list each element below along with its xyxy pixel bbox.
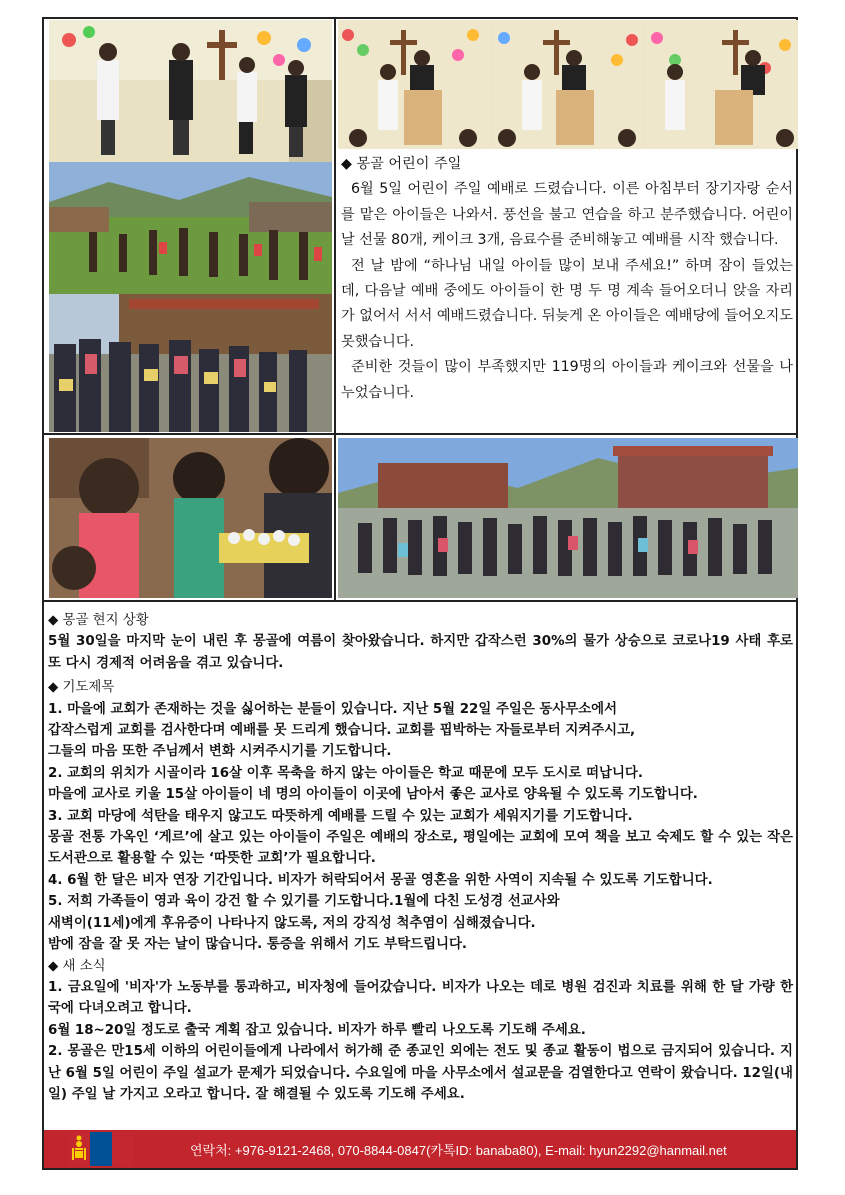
prayer-line: 몽골 전통 가옥인 ‘게르’에 살고 있는 아이들이 주일은 예배의 장소로, 평일에는 교회에 모여 책을 보고 숙제도 할 수 있는 작은 도서관으로 활용할 수 있는 ‘따뜻한 교회’가 필요합니다. — [48, 830, 793, 867]
photo-children-gifts — [49, 294, 332, 432]
divider — [334, 436, 336, 600]
news-line: 2. 몽골은 만15세 이하의 어린이들에게 나라에서 허가해 준 종교인 외에는 전도 및 종교 활동이 법으로 금지되어 있습니다. 지난 6월 5일 어린이 주일 설교가 문제가 되었습니다. 수요일에 마을 사무소에서 설교문을 검열한다고 연락이 왔습니다. 12일(내일) 주일 날 가지고 오라고 합니다. 잘 해결될 수 있도록 기도해 주세요. — [48, 1044, 793, 1102]
contact-info: 연락처: +976-9121-2468, 070-8844-0847(카톡ID: banaba80), E-mail: hyun2292@hanmail.net — [190, 1143, 727, 1158]
photo-children-line — [49, 162, 332, 294]
section-heading: ◆ 새 소식 — [48, 958, 106, 974]
photo-performance — [49, 20, 332, 162]
news-line: 1. 금요일에 '비자'가 노동부를 통과하고, 비자청에 들어갔습니다. 비자가 나오는 데로 병원 검진과 치료를 위해 한 달 가량 한국에 다녀오려고 합니다. — [48, 979, 793, 1017]
prayer-line: 1. 마을에 교회가 존재하는 것을 싫어하는 분들이 있습니다. 지난 5월 22일 주일은 동사무소에서 — [48, 701, 618, 717]
prayer-line: 새벽이(11세)에게 후유증이 나타나지 않도록, 저의 강직성 척추염이 심해졌습니다. — [48, 915, 536, 931]
divider — [42, 433, 798, 435]
photo-group — [338, 438, 798, 598]
news-sections — [48, 610, 793, 1105]
section-heading: ◆ 기도제목 — [48, 680, 115, 696]
prayer-line: 밤에 잠을 잘 못 자는 날이 많습니다. 통증을 위해서 기도 부탁드립니다. — [48, 937, 467, 953]
prayer-line: 3. 교회 마당에 석탄을 태우지 않고도 따뜻하게 예배를 드릴 수 있는 교회가 세워지기를 기도합니다. — [48, 808, 633, 824]
photo-pulpit — [338, 20, 798, 149]
prayer-line: 4. 6월 한 달은 비자 연장 기간입니다. 비자가 허락되어서 몽골 영혼을 위한 사역이 지속될 수 있도록 기도합니다. — [48, 872, 713, 888]
prayer-line: 2. 교회의 위치가 시골이라 16살 이후 목축을 하지 않는 아이들은 학교 때문에 모두 도시로 떠납니다. — [48, 765, 643, 781]
divider — [334, 17, 336, 436]
divider — [42, 600, 798, 602]
story-paragraph: 준비한 것들이 많이 부족했지만 119명의 아이들과 케이크와 선물을 나누었습니다. — [341, 359, 793, 401]
photo-gift-table — [49, 438, 332, 598]
section-heading: ◆ 몽골 어린이 주일 — [341, 156, 462, 172]
mongolia-flag-icon — [68, 1132, 134, 1166]
prayer-line: 갑작스럽게 교회를 검사한다며 예배를 못 드리게 했습니다. 교회를 핍박하는 자들로부터 지켜주시고, — [48, 723, 636, 739]
news-line: 6월 18~20일 정도로 출국 계획 잡고 있습니다. 비자가 하루 빨리 나오도록 기도해 주세요. — [48, 1022, 586, 1038]
section-heading: ◆ 몽골 현지 상황 — [48, 613, 149, 628]
story-paragraph: 6월 5일 어린이 주일 예배로 드렸습니다. 이른 아침부터 장기자랑 순서를 맡은 아이들은 나와서. 풍선을 불고 연습을 하고 분주했습니다. 어린이날 선물 80개, 케이크 3개, 음료수를 준비해놓고 예배를 시작 했습니다. — [341, 181, 793, 249]
children-sunday-story — [341, 152, 793, 406]
prayer-line: 그들의 마음 또한 주님께서 변화 시켜주시기를 기도합니다. — [48, 744, 392, 760]
prayer-line: 5. 저희 가족들이 영과 육이 강건 할 수 있기를 기도합니다.1월에 다친 도성경 선교사와 — [48, 894, 560, 910]
prayer-line: 마을에 교사로 키울 15살 아이들이 네 명의 아이들이 이곳에 남아서 좋은 교사로 양육될 수 있도록 기도합니다. — [48, 787, 698, 803]
story-paragraph: 전 날 밤에 “하나님 내일 아이들 많이 보내 주세요!” 하며 잠이 들었는데, 다음날 예배 중에도 아이들이 한 명 두 명 계속 들어오더니 앉을 자리가 없어서 서서 예배드렸습니다. 뒤늦게 온 아이들은 예배당에 들어오지도 못했습니다. — [341, 257, 793, 350]
situation-text: 5월 30일을 마지막 눈이 내린 후 몽골에 여름이 찾아왔습니다. 하지만 갑작스런 30%의 물가 상승으로 코로나19 사태 후로 또 다시 경제적 어려움을 겪고 있습니다. — [48, 634, 793, 671]
contact-footer — [44, 1130, 796, 1168]
